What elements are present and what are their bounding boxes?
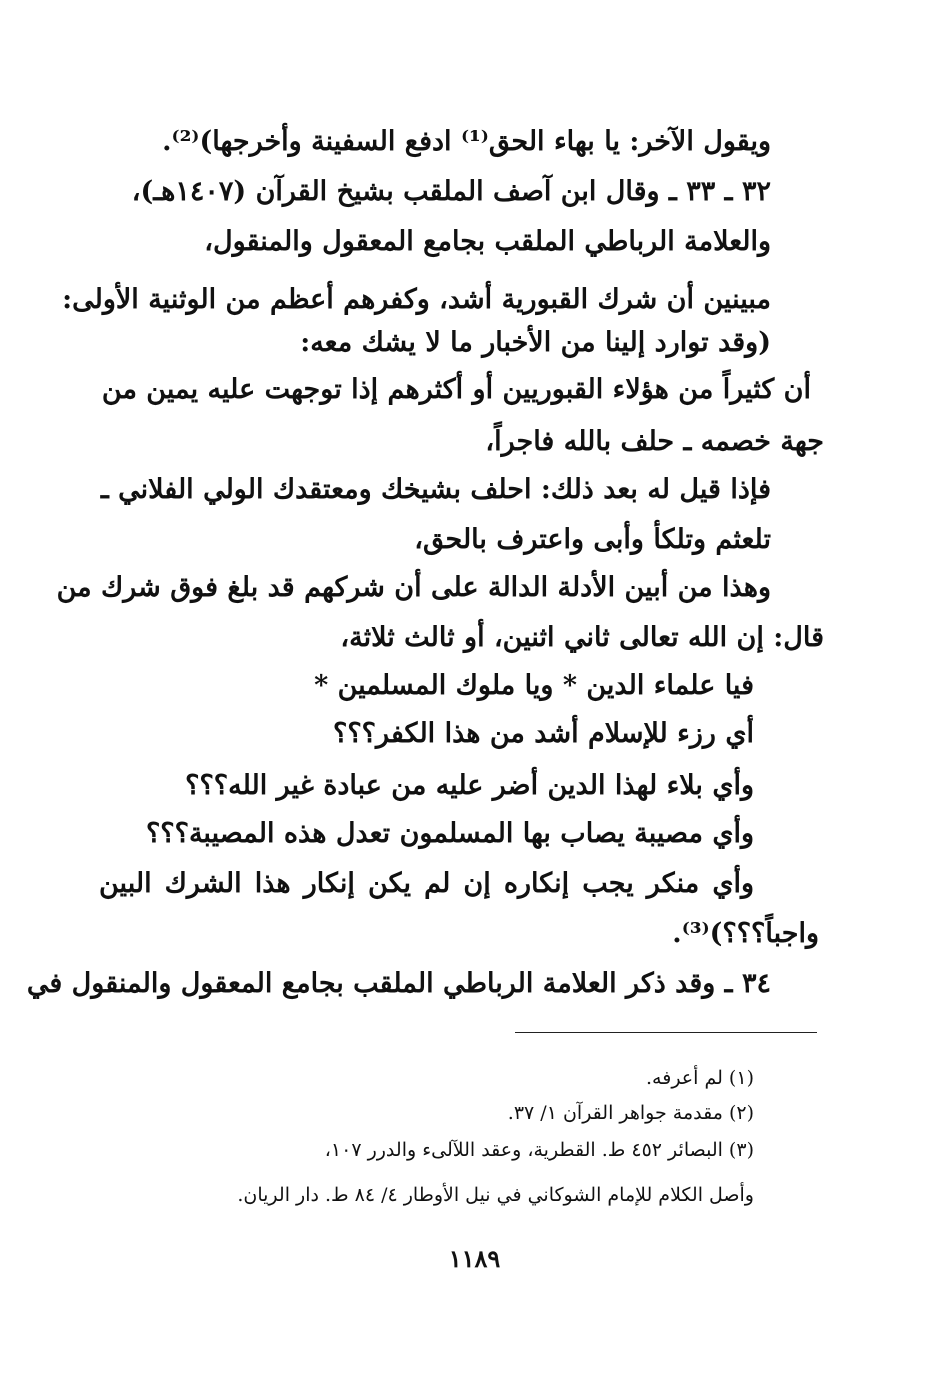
text-line-15: وأي مصيبة يصاب بها المسلمون تعدل هذه المصيبة؟؟؟: [145, 818, 754, 849]
text-line-4: مبينين أن شرك القبورية أشد، وكفرهم أعظم من الوثنية الأولى:: [62, 284, 771, 315]
text-line-16: وأي منكر يجب إنكاره إن لم يكن إنكار هذا الشرك البين: [99, 868, 754, 899]
text-line-2: ٣٢ ـ ٣٣ ـ وقال ابن آصف الملقب بشيخ القرآن (١٤٠٧هـ)،: [131, 176, 771, 207]
text-line-6: أن كثيراً من هؤلاء القبوريين أو أكثرهم إذا توجهت عليه يمين من: [101, 374, 811, 405]
text-line-17: واجباً؟؟؟)⁽³⁾.: [672, 918, 819, 949]
footnote-3: (٣) البصائر ٤٥٢ ط. القطرية، وعقد اللآلىء والدرر ١٠٧،: [324, 1139, 754, 1161]
text-line-9: تلعثم وتلكأ وأبى واعترف بالحق،: [414, 524, 771, 555]
footnote-separator: [515, 1032, 817, 1033]
footnote-2: (٢) مقدمة جواهر القرآن ١/ ٣٧.: [507, 1102, 754, 1124]
page-number: ١١٨٩: [448, 1244, 501, 1273]
text-line-13: أي رزء للإسلام أشد من هذا الكفر؟؟؟: [332, 718, 754, 749]
text-line-3: والعلامة الرباطي الملقب بجامع المعقول والمنقول،: [204, 226, 771, 257]
text-line-11: قال: إن الله تعالى ثاني اثنين، أو ثالث ثلاثة،: [340, 622, 824, 653]
footnote-3-continued: وأصل الكلام للإمام الشوكاني في نيل الأوطار ٤/ ٨٤ ط. دار الريان.: [237, 1184, 754, 1206]
text-line-14: وأي بلاء لهذا الدين أضر عليه من عبادة غير الله؟؟؟: [185, 770, 754, 801]
text-line-12: فيا علماء الدين * ويا ملوك المسلمين *: [314, 670, 754, 701]
text-line-7: جهة خصمه ـ حلف بالله فاجراً،: [485, 426, 824, 457]
text-line-10: وهذا من أبين الأدلة الدالة على أن شركهم قد بلغ فوق شرك من: [56, 572, 771, 603]
text-line-5: (وقد توارد إلينا من الأخبار ما لا يشك معه:: [300, 327, 771, 358]
text-line-18: ٣٤ ـ وقد ذكر العلامة الرباطي الملقب بجامع المعقول والمنقول في: [26, 968, 771, 999]
text-line-1: ويقول الآخر: يا بهاء الحق⁽¹⁾ ادفع السفينة وأخرجها)⁽²⁾.: [162, 126, 771, 157]
footnote-1: (١) لم أعرفه.: [646, 1067, 754, 1089]
text-line-8: فإذا قيل له بعد ذلك: احلف بشيخك ومعتقدك الولي الفلاني ـ: [100, 474, 771, 505]
